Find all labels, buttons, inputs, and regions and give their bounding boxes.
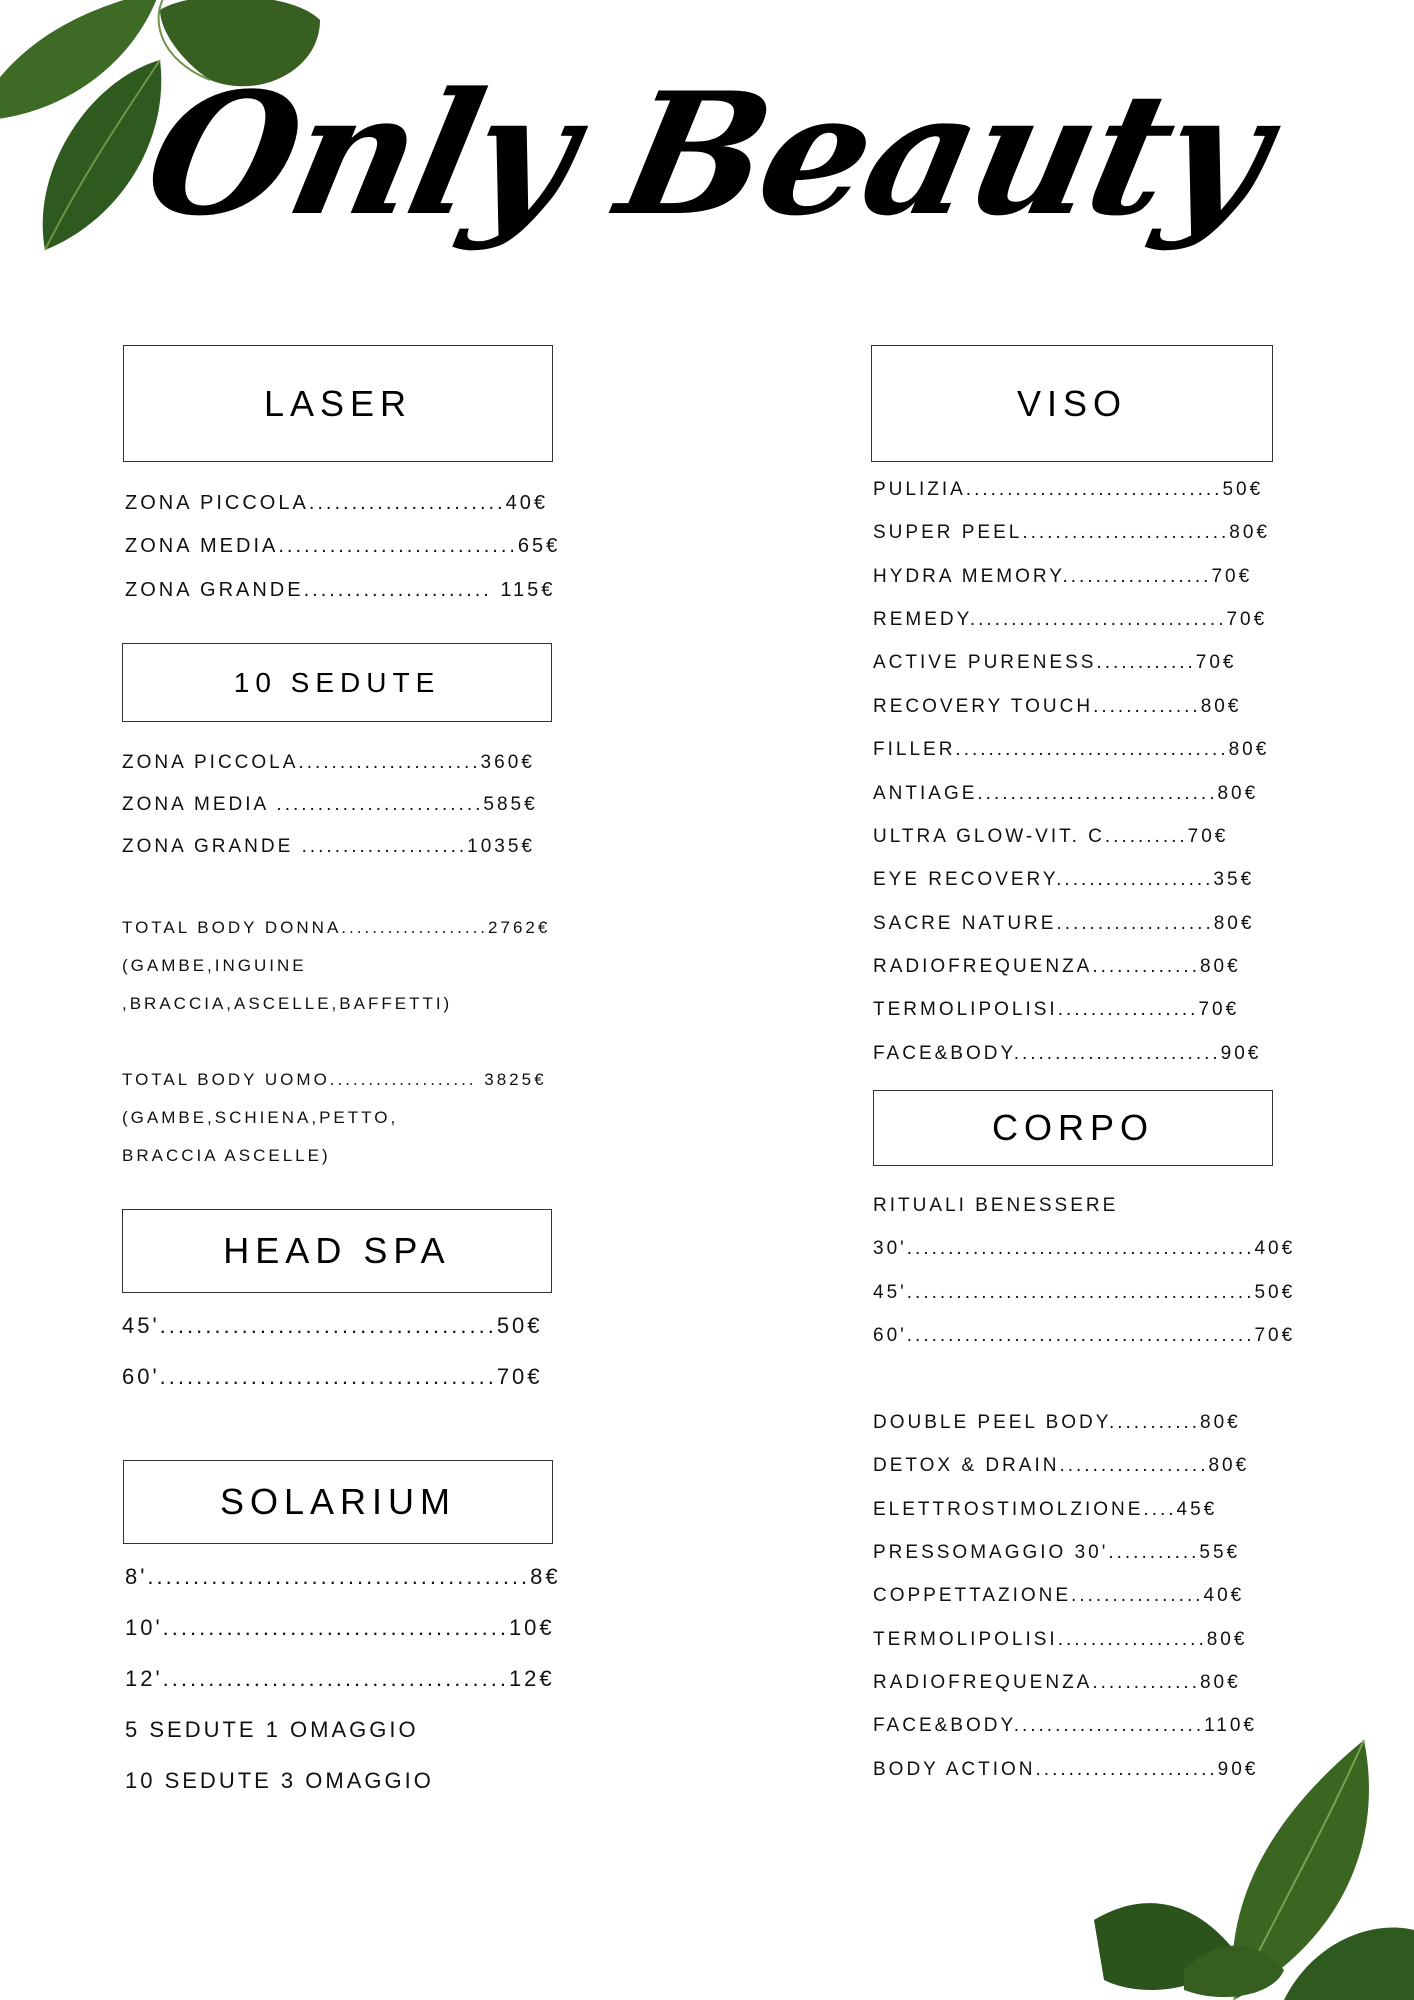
corpo-item: BODY ACTION......................90€ [873, 1759, 1259, 1780]
viso-item: PULIZIA...............................50€ [873, 479, 1264, 500]
corpo-item: DETOX & DRAIN..................80€ [873, 1455, 1250, 1476]
rituali-item: 45'..........................................50€ [873, 1282, 1296, 1303]
sedute-item: ZONA PICCOLA......................360€ [122, 752, 535, 773]
solarium-item: 10'......................................10€ [125, 1615, 555, 1640]
section-header-corpo-label: CORPO [991, 1107, 1154, 1148]
rituali-item: 60'..........................................70€ [873, 1325, 1296, 1346]
solarium-promo: 10 SEDUTE 3 OMAGGIO [125, 1768, 434, 1793]
section-header-viso [871, 345, 1273, 462]
total-body-uomo-note: (GAMBE,SCHIENA,PETTO, [122, 1108, 399, 1127]
solarium-promo: 5 SEDUTE 1 OMAGGIO [125, 1717, 419, 1742]
viso-item: RECOVERY TOUCH.............80€ [873, 696, 1242, 717]
viso-item: SACRE NATURE...................80€ [873, 913, 1255, 934]
section-header-corpo [873, 1090, 1273, 1166]
viso-item: ULTRA GLOW-VIT. C..........70€ [873, 826, 1229, 847]
corpo-item: TERMOLIPOLISI..................80€ [873, 1629, 1248, 1650]
sedute-item: ZONA MEDIA .........................585€ [122, 794, 538, 815]
section-header-10-sedute [122, 643, 552, 722]
corpo-item: COPPETTAZIONE................40€ [873, 1585, 1245, 1606]
total-body-uomo-note: BRACCIA ASCELLE) [122, 1146, 331, 1165]
sedute-item: ZONA GRANDE ....................1035€ [122, 836, 535, 857]
section-header-viso-label: VISO [1016, 382, 1128, 424]
section-header-head-spa-label: HEAD SPA [223, 1230, 451, 1271]
laser-item: ZONA PICCOLA.......................40€ [125, 492, 548, 514]
viso-item: FACE&BODY.........................90€ [873, 1043, 1262, 1064]
section-header-head-spa [122, 1209, 552, 1293]
viso-item: EYE RECOVERY...................35€ [873, 869, 1255, 890]
section-header-10-sedute-label: 10 SEDUTE [233, 666, 441, 698]
laser-item: ZONA MEDIA............................65€ [125, 535, 561, 557]
section-header-solarium [123, 1460, 553, 1544]
section-header-solarium-label: SOLARIUM [219, 1481, 457, 1522]
section-header-laser [123, 345, 553, 462]
laser-item: ZONA GRANDE...................... 115€ [125, 579, 556, 601]
corpo-item: ELETTROSTIMOLZIONE....45€ [873, 1499, 1218, 1520]
corpo-item: DOUBLE PEEL BODY...........80€ [873, 1412, 1241, 1433]
total-body-donna: TOTAL BODY DONNA...................2762€ [122, 918, 551, 937]
page-title: Only Beauty [130, 55, 1284, 253]
head-spa-item: 45'.....................................50€ [122, 1313, 543, 1338]
viso-item: RADIOFREQUENZA.............80€ [873, 956, 1241, 977]
section-header-laser-label: LASER [263, 382, 413, 424]
corpo-item: FACE&BODY.......................110€ [873, 1715, 1257, 1736]
corpo-item: RADIOFREQUENZA.............80€ [873, 1672, 1241, 1693]
viso-item: SUPER PEEL.........................80€ [873, 522, 1270, 543]
total-body-donna-note: ,BRACCIA,ASCELLE,BAFFETTI) [122, 994, 453, 1013]
viso-item: REMEDY...............................70€ [873, 609, 1268, 630]
viso-item: HYDRA MEMORY..................70€ [873, 566, 1253, 587]
rituali-benessere-label: RITUALI BENESSERE [873, 1195, 1119, 1216]
solarium-item: 12'......................................12€ [125, 1666, 555, 1691]
viso-item: TERMOLIPOLISI.................70€ [873, 999, 1240, 1020]
corpo-item: PRESSOMAGGIO 30'...........55€ [873, 1542, 1241, 1563]
viso-item: ACTIVE PURENESS............70€ [873, 652, 1237, 673]
total-body-uomo: TOTAL BODY UOMO................... 3825€ [122, 1070, 547, 1089]
viso-item: FILLER.................................80€ [873, 739, 1270, 760]
head-spa-item: 60'.....................................70€ [122, 1364, 543, 1389]
viso-item: ANTIAGE.............................80€ [873, 783, 1259, 804]
solarium-item: 8'..........................................8€ [125, 1564, 561, 1589]
rituali-item: 30'..........................................40€ [873, 1238, 1296, 1259]
total-body-donna-note: (GAMBE,INGUINE [122, 956, 307, 975]
